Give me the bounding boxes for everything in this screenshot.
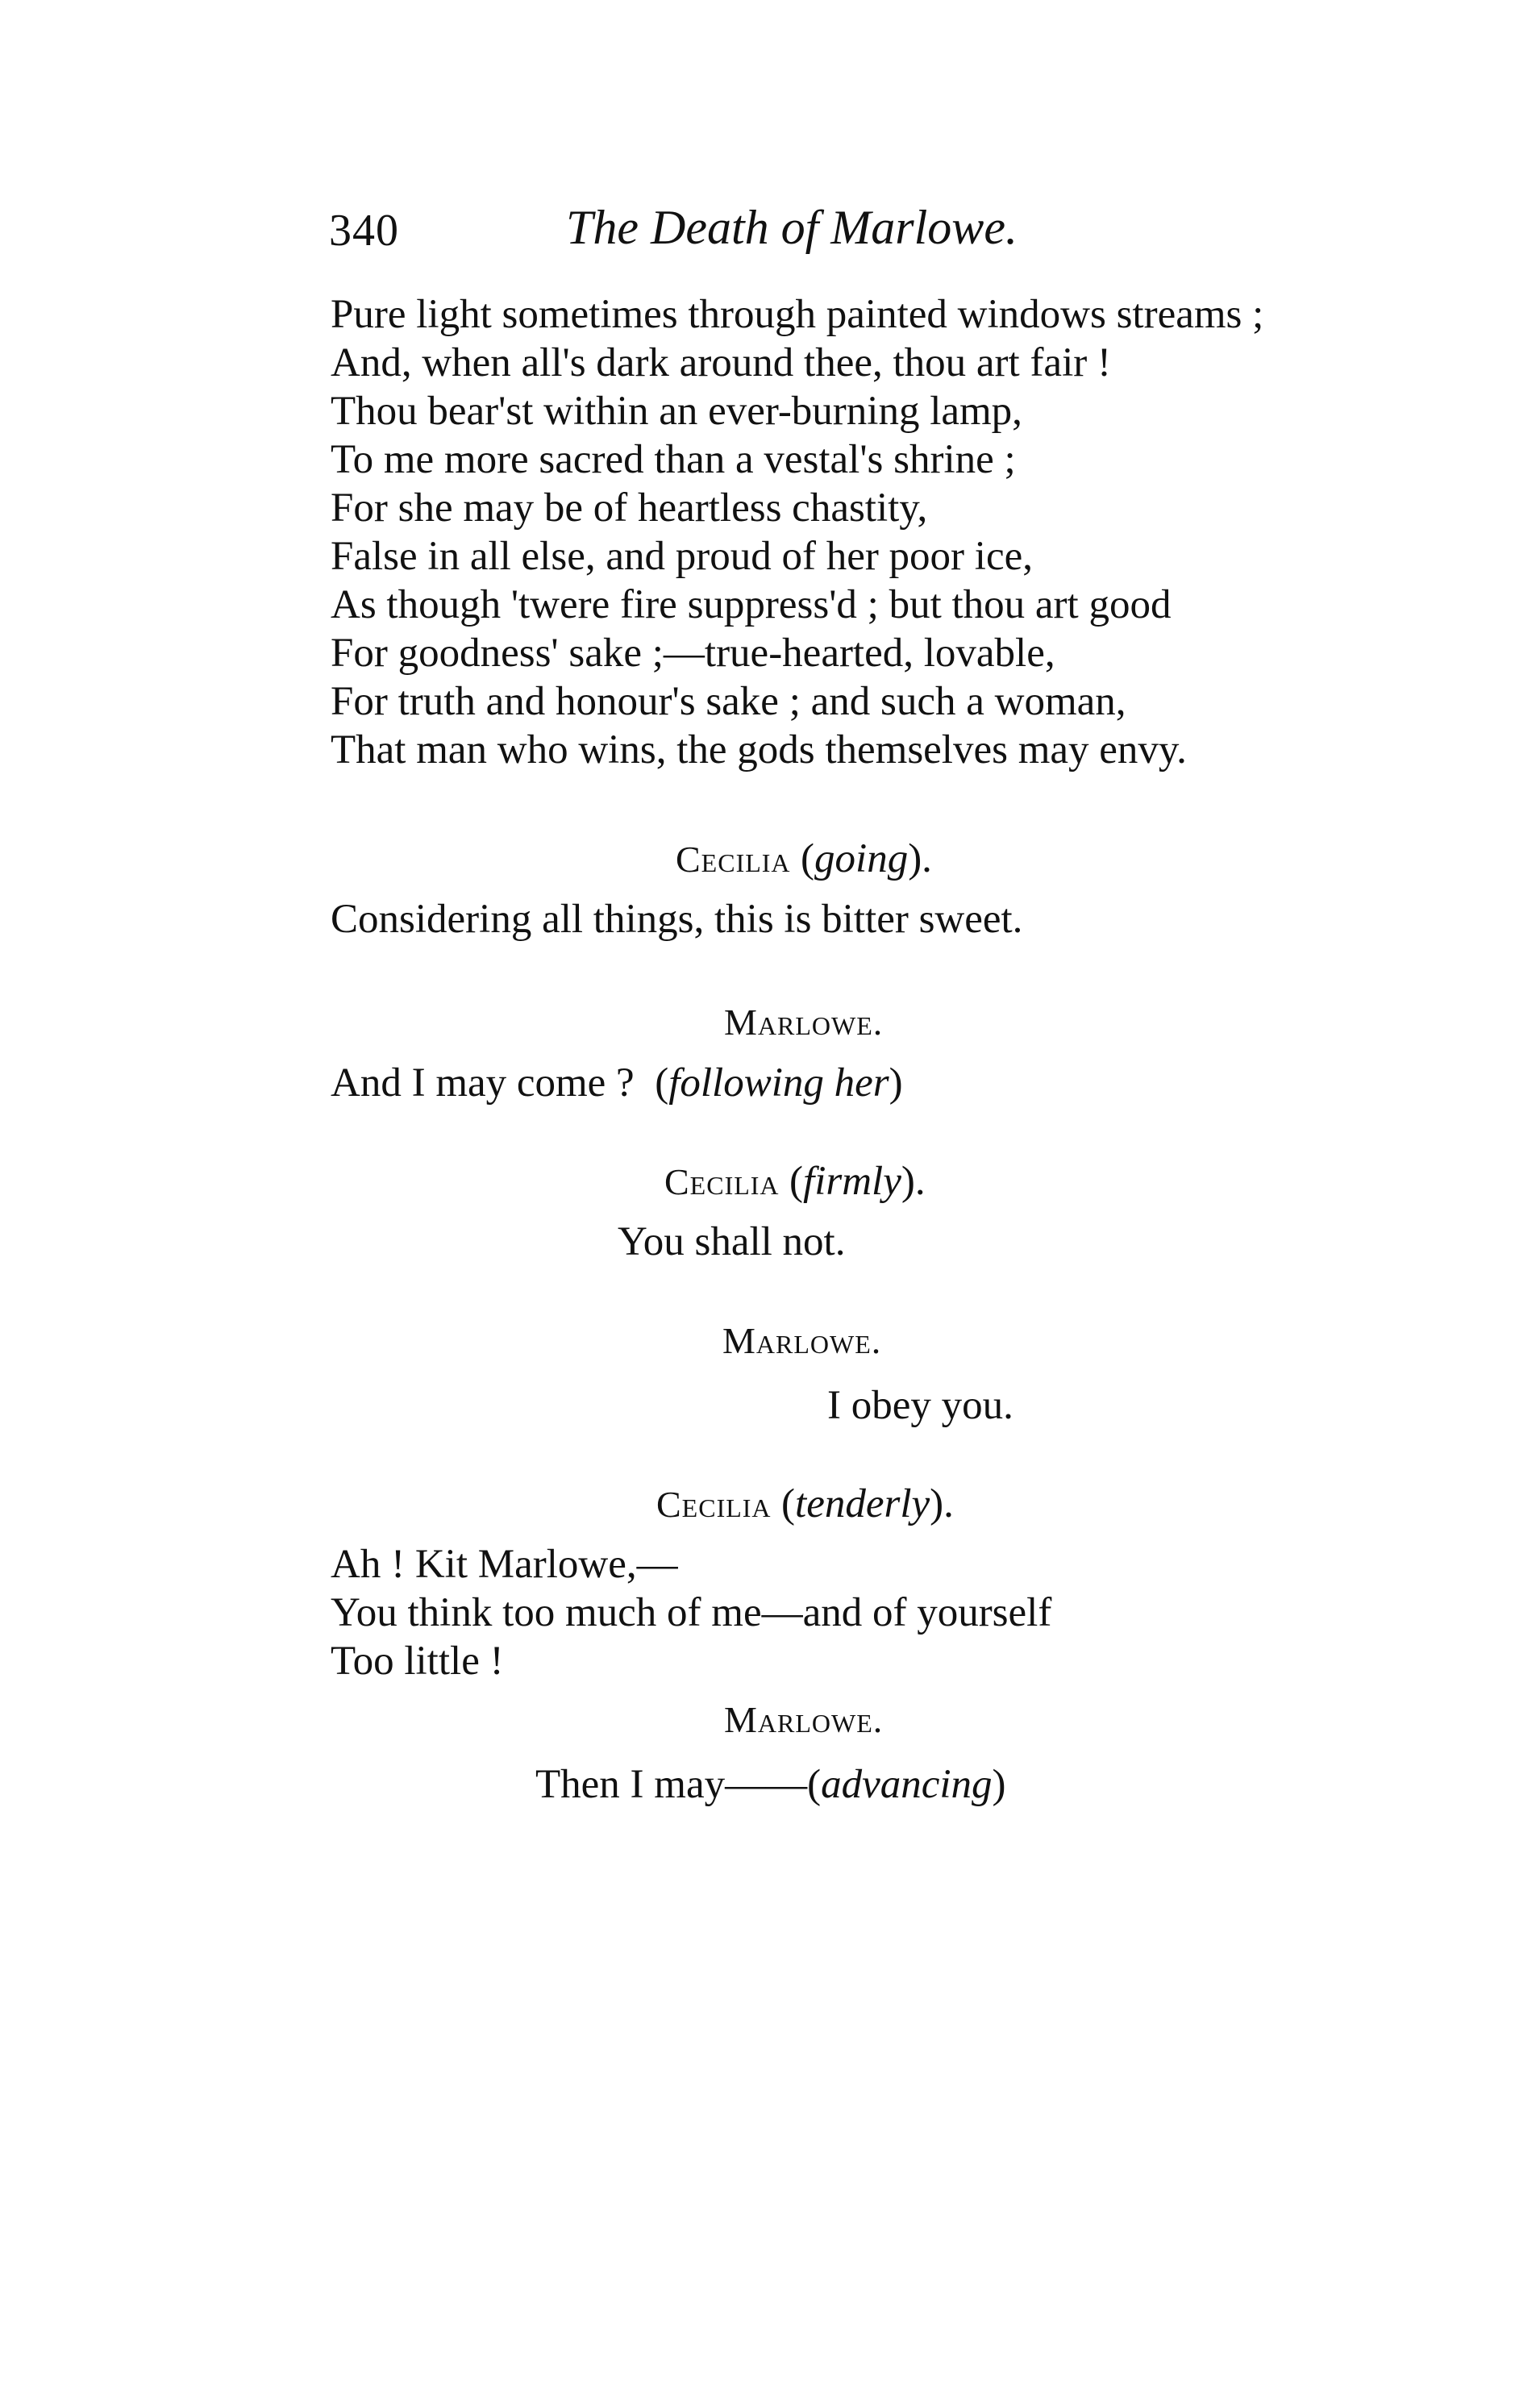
dialogue-line: You shall not. [618, 1219, 846, 1264]
dialogue-line: Too little ! [331, 1639, 504, 1684]
speaker-heading-cecilia: Cecilia (going). [676, 836, 932, 881]
stage-direction: advancing [821, 1762, 993, 1807]
speaker-name: Cecilia [676, 839, 791, 880]
speaker-heading-cecilia: Cecilia (tenderly). [656, 1481, 954, 1526]
dialogue-line: Then I may——(advancing) [535, 1762, 1006, 1807]
verse-line: For she may be of heartless chastity, [331, 485, 928, 531]
verse-line: False in all else, and proud of her poor ice, [331, 534, 1033, 579]
dialogue-line: I obey you. [827, 1383, 1013, 1428]
dialogue-line: You think too much of me—and of yourself [331, 1590, 1052, 1635]
running-title: The Death of Marlowe. [566, 201, 1018, 254]
dialogue-line: Considering all things, this is bitter sweet. [331, 897, 1023, 942]
verse-line: Thou bear'st within an ever-burning lamp, [331, 389, 1022, 434]
speaker-heading-marlowe: Marlowe. [724, 1699, 884, 1740]
stage-direction: going [814, 836, 909, 881]
speaker-heading-marlowe: Marlowe. [724, 1002, 884, 1043]
speaker-heading-marlowe: Marlowe. [722, 1320, 882, 1361]
stage-direction: firmly [803, 1159, 901, 1204]
speaker-name: Cecilia [664, 1161, 780, 1202]
verse-line: To me more sacred than a vestal's shrine ; [331, 437, 1016, 482]
stage-direction: following her [668, 1060, 889, 1106]
verse-line: As though 'twere fire suppress'd ; but thou art good [331, 582, 1172, 627]
speaker-name: Cecilia [656, 1484, 772, 1525]
verse-line: For goodness' sake ;—true-hearted, lovable, [331, 631, 1055, 676]
verse-line: For truth and honour's sake ; and such a woman, [331, 679, 1126, 724]
verse-line: That man who wins, the gods themselves may envy. [331, 727, 1187, 773]
dialogue-text: Then I may—— [535, 1762, 808, 1807]
page-number: 340 [329, 206, 399, 256]
speaker-heading-cecilia: Cecilia (firmly). [664, 1159, 926, 1204]
verse-line: Pure light sometimes through painted windows streams ; [331, 292, 1264, 337]
verse-line: And, when all's dark around thee, thou art fair ! [331, 340, 1111, 385]
dialogue-line: And I may come ? (following her) [331, 1060, 903, 1106]
stage-direction: tenderly [795, 1481, 930, 1526]
dialogue-line: Ah ! Kit Marlowe,— [331, 1542, 678, 1587]
dialogue-text: And I may come ? [331, 1060, 635, 1106]
